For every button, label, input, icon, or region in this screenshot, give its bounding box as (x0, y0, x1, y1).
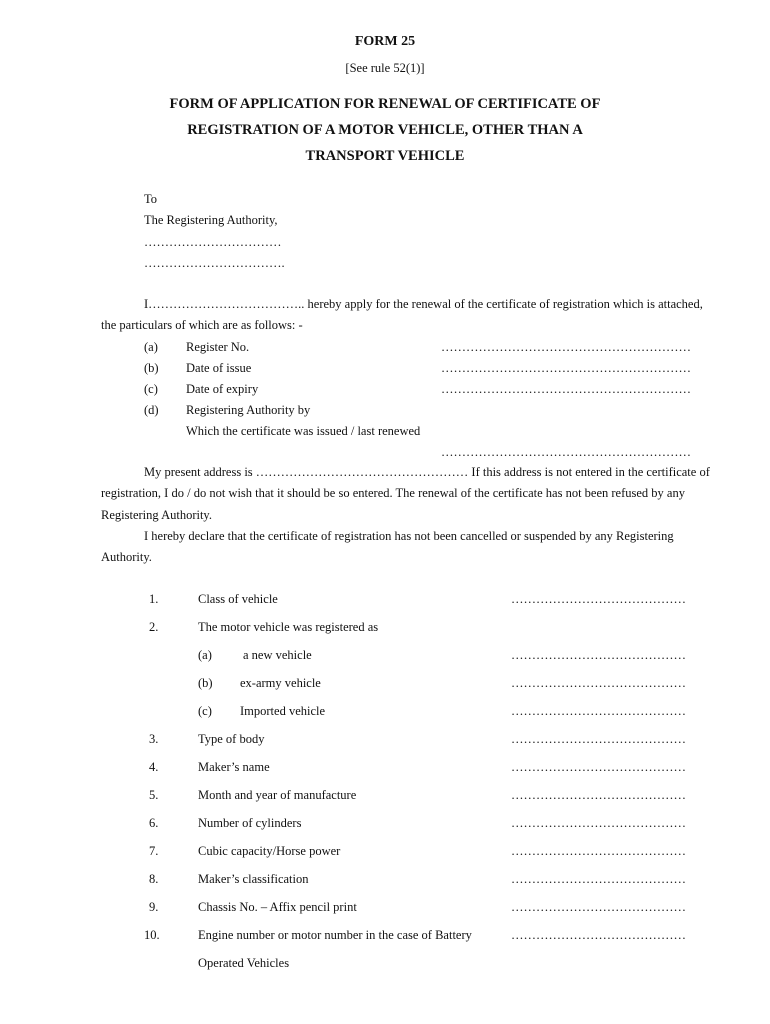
particular-label: (b) (144, 361, 159, 375)
item-blank[interactable]: …………………………………… (511, 928, 686, 942)
item-number: 1. (149, 592, 159, 606)
address-blank-2[interactable]: ……………………………. (144, 256, 285, 270)
item-sub-label: (c) (198, 704, 212, 718)
item-text: a new vehicle (243, 648, 312, 662)
item-text: Month and year of manufacture (198, 788, 357, 802)
item-text: Maker’s name (198, 760, 270, 774)
particular-d-blank[interactable]: …………………………………………………… (441, 445, 691, 459)
item-number: 7. (149, 844, 159, 858)
item-blank[interactable]: …………………………………… (511, 648, 686, 662)
item-blank[interactable]: …………………………………… (511, 900, 686, 914)
items-tail: Operated Vehicles (198, 956, 290, 970)
item-number: 8. (149, 872, 159, 886)
item-text: The motor vehicle was registered as (198, 620, 379, 634)
item-blank[interactable]: …………………………………… (511, 844, 686, 858)
item-text: Engine number or motor number in the case of Battery (198, 928, 472, 942)
item-blank[interactable]: …………………………………… (511, 788, 686, 802)
item-text: Imported vehicle (240, 704, 326, 718)
address-para-line-1: My present address is …………………………………………… If this address is not entered in the certificate of (144, 465, 710, 479)
item-number: 9. (149, 900, 159, 914)
item-blank[interactable]: …………………………………… (511, 704, 686, 718)
form-title-line-2: REGISTRATION OF A MOTOR VEHICLE, OTHER THAN A (187, 122, 583, 138)
particular-text: Date of issue (186, 361, 252, 375)
item-sub-label: (b) (198, 676, 213, 690)
item-text: Number of cylinders (198, 816, 302, 830)
rule-reference: [See rule 52(1)] (345, 61, 425, 75)
item-text: Cubic capacity/Horse power (198, 844, 341, 858)
item-number: 4. (149, 760, 159, 774)
form-title-line-3: TRANSPORT VEHICLE (305, 148, 465, 164)
item-number: 10. (144, 928, 160, 942)
declaration-line-1: I hereby declare that the certificate of registration has not been cancelled or suspended by any Registering (144, 529, 674, 543)
item-text: Chassis No. – Affix pencil print (198, 900, 357, 914)
item-blank[interactable]: …………………………………… (511, 816, 686, 830)
declaration-line-2: Authority. (101, 550, 152, 564)
particular-d-continuation: Which the certificate was issued / last renewed (186, 424, 421, 438)
item-number: 3. (149, 732, 159, 746)
form-number: FORM 25 (354, 34, 416, 49)
form-title-line-1: FORM OF APPLICATION FOR RENEWAL OF CERTIFICATE OF (169, 96, 601, 112)
particular-label: (d) (144, 403, 159, 417)
item-blank[interactable]: …………………………………… (511, 592, 686, 606)
particular-label: (c) (144, 382, 158, 396)
particular-text: Register No. (186, 340, 250, 354)
item-text: Class of vehicle (198, 592, 278, 606)
item-text: Type of body (198, 732, 265, 746)
address-para-line-3: Registering Authority. (101, 508, 212, 522)
item-sub-label: (a) (198, 648, 212, 662)
address-to: To (144, 192, 158, 206)
intro-line-1: I……………………………….. hereby apply for the renewal of the certificate of registration which is attached, (144, 297, 703, 311)
particular-text: Registering Authority by (186, 403, 311, 417)
item-blank[interactable]: …………………………………… (511, 872, 686, 886)
address-para-line-2: registration, I do / do not wish that it should be so entered. The renewal of the certificate has not been refused by any (101, 486, 685, 500)
item-blank[interactable]: …………………………………… (511, 732, 686, 746)
particular-label: (a) (144, 340, 158, 354)
item-number: 6. (149, 816, 159, 830)
particular-blank[interactable]: …………………………………………………… (441, 340, 691, 354)
particular-blank[interactable]: …………………………………………………… (441, 382, 691, 396)
particular-text: Date of expiry (186, 382, 259, 396)
item-text: Maker’s classification (198, 872, 309, 886)
address-authority: The Registering Authority, (144, 213, 278, 227)
item-number: 5. (149, 788, 159, 802)
item-number: 2. (149, 620, 159, 634)
particular-blank[interactable]: …………………………………………………… (441, 361, 691, 375)
item-blank[interactable]: …………………………………… (511, 676, 686, 690)
item-text: ex-army vehicle (240, 676, 321, 690)
item-blank[interactable]: …………………………………… (511, 760, 686, 774)
address-blank-1[interactable]: …………………………… (144, 235, 282, 249)
intro-line-2: the particulars of which are as follows: - (101, 318, 303, 332)
